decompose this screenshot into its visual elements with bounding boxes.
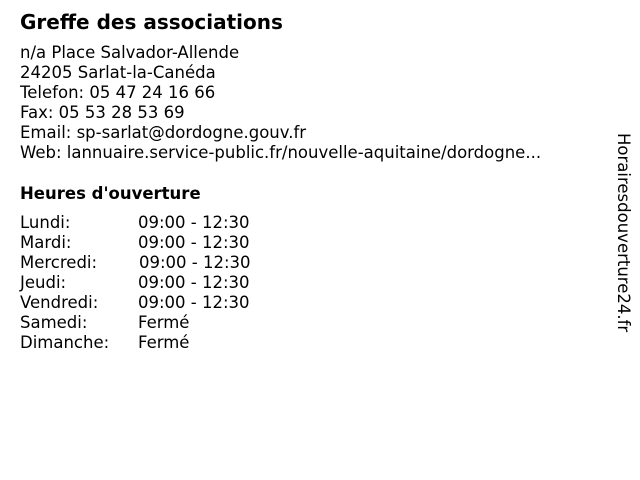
day-label: Vendredi:	[20, 293, 99, 312]
watermark-container	[612, 133, 638, 373]
page-title: Greffe des associations	[20, 10, 283, 34]
address-line-2: 24205 Sarlat-la-Canéda	[20, 63, 216, 82]
time-value: 09:00 - 12:30	[138, 293, 250, 312]
time-value: 09:00 - 12:30	[138, 273, 250, 292]
time-value: 09:00 - 12:30	[139, 253, 251, 272]
day-label: Mardi:	[20, 233, 72, 252]
day-label: Jeudi:	[20, 273, 67, 292]
day-label: Samedi:	[20, 313, 88, 332]
day-label: Lundi:	[20, 213, 71, 232]
phone-number: Telefon: 05 47 24 16 66	[20, 83, 216, 102]
day-label: Mercredi:	[20, 253, 98, 272]
time-value: 09:00 - 12:30	[138, 213, 250, 232]
email-address: Email: sp-sarlat@dordogne.gouv.fr	[20, 123, 307, 142]
website-link: Web: lannuaire.service-public.fr/nouvelle-aquitaine/dordogne...	[20, 143, 542, 162]
time-value: 09:00 - 12:30	[138, 233, 250, 252]
fax-number: Fax: 05 53 28 53 69	[20, 103, 185, 122]
contact-block	[20, 43, 541, 163]
opening-hours-heading: Heures d'ouverture	[20, 184, 201, 203]
day-label: Dimanche:	[20, 333, 110, 352]
site-watermark: Horairesdouverture24.fr	[614, 133, 633, 333]
time-value: Fermé	[138, 313, 190, 332]
address-line-1: n/a Place Salvador-Allende	[20, 43, 240, 62]
time-value: Fermé	[138, 333, 190, 352]
